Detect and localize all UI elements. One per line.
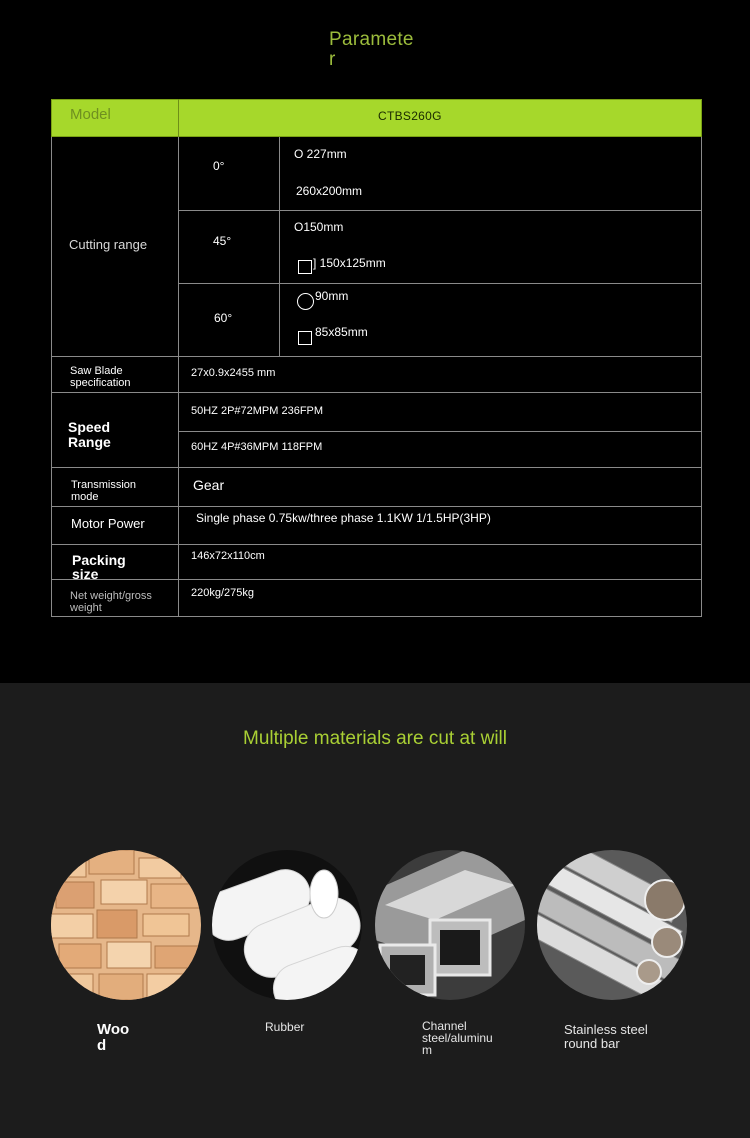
row-divider bbox=[51, 392, 702, 393]
round-bar-icon bbox=[537, 850, 687, 1000]
table-border-left bbox=[51, 137, 52, 617]
wood-label: Woo d bbox=[97, 1021, 130, 1054]
row-divider bbox=[178, 431, 702, 432]
cut-45-round: O150mm bbox=[294, 220, 344, 234]
row-divider bbox=[51, 467, 702, 468]
wood-icon bbox=[51, 850, 201, 1000]
cut-0-round: O 227mm bbox=[294, 147, 347, 161]
angle-divider bbox=[279, 137, 280, 356]
model-value: CTBS260G bbox=[378, 109, 442, 123]
header-divider bbox=[178, 99, 179, 137]
cut-60-round: 90mm bbox=[315, 289, 349, 303]
round-bar-label: Stainless steel round bar bbox=[564, 1022, 648, 1051]
speed-50hz: 50HZ 2P#72MPM 236FPM bbox=[191, 405, 324, 417]
row-divider bbox=[178, 210, 702, 211]
row-divider bbox=[51, 544, 702, 545]
cut-60-rect: 85x85mm bbox=[315, 325, 368, 339]
table-border-right bbox=[701, 137, 702, 617]
square-icon bbox=[298, 331, 312, 345]
transmission-value: Gear bbox=[193, 477, 225, 493]
cut-0-rect: 260x200mm bbox=[296, 184, 363, 198]
rubber-icon bbox=[212, 850, 362, 1000]
rubber-label: Rubber bbox=[265, 1020, 305, 1034]
packing-size-label: Packing size bbox=[72, 552, 126, 582]
weight-value: 220kg/275kg bbox=[191, 587, 254, 599]
motor-power-label: Motor Power bbox=[71, 516, 145, 531]
row-divider bbox=[51, 356, 702, 357]
row-divider bbox=[178, 283, 702, 284]
materials-title: Multiple materials are cut at will bbox=[243, 728, 507, 749]
speed-range-label: Speed Range bbox=[68, 419, 111, 450]
table-border-bottom bbox=[51, 616, 702, 617]
column-divider bbox=[178, 137, 179, 617]
row-divider bbox=[51, 579, 702, 580]
row-divider bbox=[51, 506, 702, 507]
motor-power-value: Single phase 0.75kw/three phase 1.1KW 1/1.5HP(3HP) bbox=[196, 511, 491, 525]
saw-blade-label: Saw Blade specification bbox=[70, 365, 131, 389]
transmission-label: Transmission mode bbox=[71, 479, 136, 503]
angle-60: 60° bbox=[214, 311, 233, 325]
table-header-row bbox=[51, 99, 702, 137]
model-label: Model bbox=[70, 106, 111, 123]
channel-steel-label: Channel steel/aluminu m bbox=[422, 1019, 493, 1057]
cutting-range-label: Cutting range bbox=[69, 237, 148, 252]
packing-size-value: 146x72x110cm bbox=[191, 550, 265, 562]
page-title: Paramete r bbox=[329, 29, 414, 70]
speed-60hz: 60HZ 4P#36MPM 118FPM bbox=[191, 441, 323, 453]
square-icon bbox=[298, 260, 312, 274]
angle-45: 45° bbox=[213, 234, 232, 248]
weight-label: Net weight/gross weight bbox=[70, 590, 152, 614]
channel-steel-icon bbox=[375, 850, 525, 1000]
angle-0: 0° bbox=[213, 159, 225, 173]
saw-blade-value: 27x0.9x2455 mm bbox=[191, 367, 276, 379]
circle-icon bbox=[297, 293, 314, 310]
cut-45-rect: ] 150x125mm bbox=[313, 256, 386, 270]
